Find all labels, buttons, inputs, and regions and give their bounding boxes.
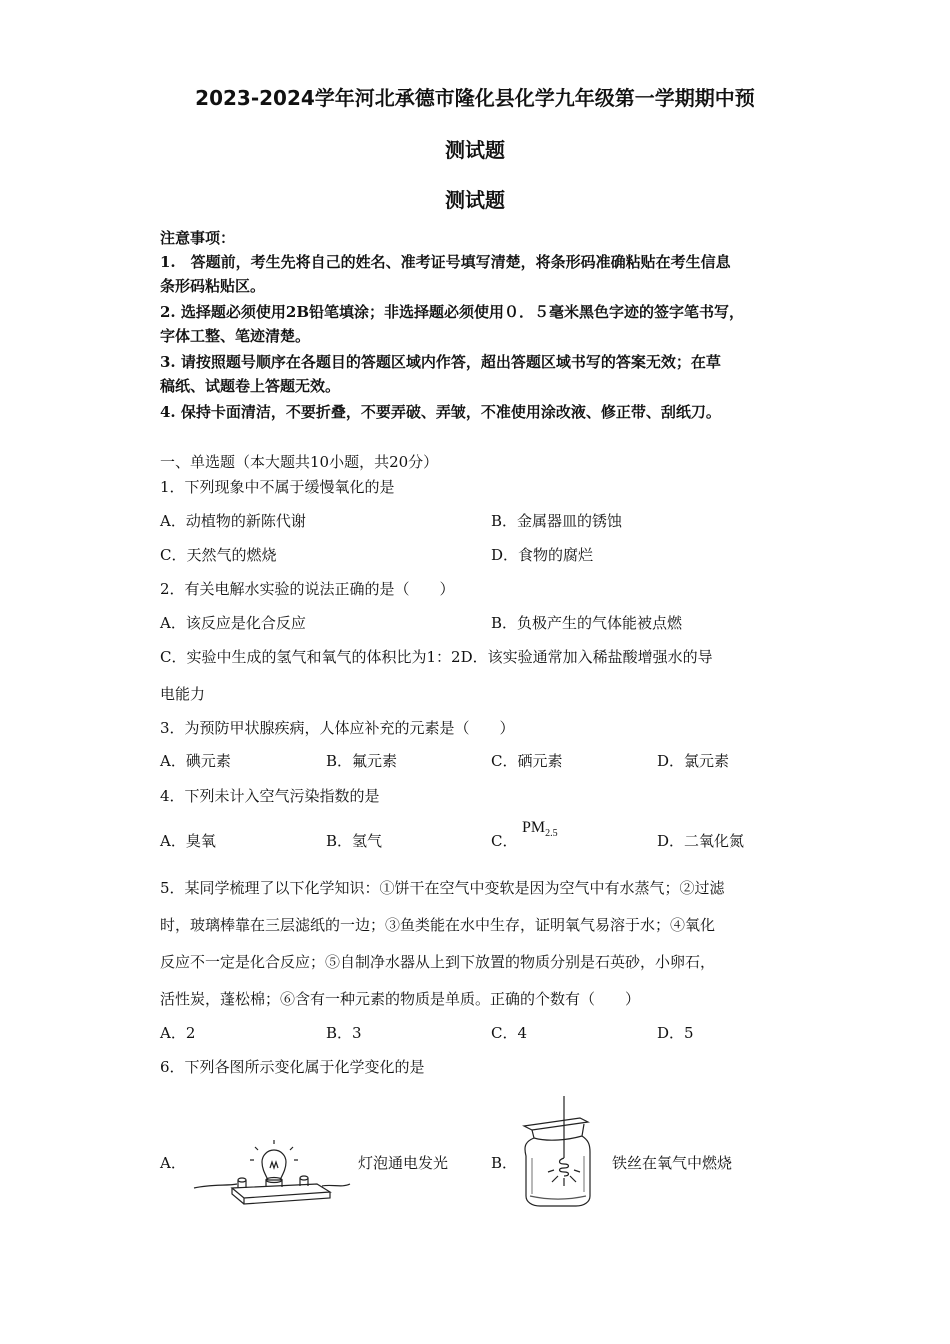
q1-option-b: B．金属器皿的锈蚀 <box>491 512 623 530</box>
q5-line-4: 活性炭，蓬松棉；⑥含有一种元素的物质是单质。正确的个数有（ ） <box>160 990 641 1008</box>
q1-option-c: C．天然气的燃烧 <box>160 546 277 564</box>
q3-option-a: A．碘元素 <box>160 752 231 770</box>
pm-text: PM <box>522 819 546 836</box>
lightbulb-circuit-icon <box>192 1140 352 1210</box>
q5-option-b: B．3 <box>326 1024 362 1042</box>
q3-stem: 3．为预防甲状腺疾病，人体应补充的元素是（ ） <box>160 719 515 737</box>
q4-option-c: C． <box>491 832 518 850</box>
q4-option-b: B．氢气 <box>326 832 383 850</box>
q3-option-c: C．硒元素 <box>491 752 563 770</box>
notice-2b: 字体工整、笔迹清楚。 <box>160 327 311 345</box>
title-line-3: 测试题 <box>445 188 505 212</box>
q6-option-b: B． <box>491 1154 518 1172</box>
notice-heading: 注意事项： <box>160 229 236 247</box>
q3-option-d: D．氯元素 <box>657 752 730 770</box>
notice-1b: 条形码粘贴区。 <box>160 277 266 295</box>
q6-option-a-caption: 灯泡通电发光 <box>358 1154 449 1172</box>
notice-4: 4. 保持卡面清洁，不要折叠，不要弄破、弄皱，不准使用涂改液、修正带、刮纸刀。 <box>160 403 721 421</box>
q4-pm25-formula <box>522 818 558 844</box>
q1-option-d: D．食物的腐烂 <box>491 546 594 564</box>
notice-3a: 3. 请按照题号顺序在各题目的答题区域内作答，超出答题区域书写的答案无效；在草 <box>160 353 721 371</box>
q2-stem: 2．有关电解水实验的说法正确的是（ ） <box>160 580 455 598</box>
title-line-2: 测试题 <box>445 138 505 162</box>
q4-option-d: D．二氧化氮 <box>657 832 745 850</box>
title-line-1: 2023-2024学年河北承德市隆化县化学九年级第一学期期中预 <box>195 86 755 110</box>
q1-stem: 1．下列现象中不属于缓慢氧化的是 <box>160 478 395 496</box>
section-heading: 一、单选题（本大题共10小题，共20分） <box>160 453 439 471</box>
q2-option-cd: C．实验中生成的氢气和氧气的体积比为1：2D．该实验通常加入稀盐酸增强水的导 <box>160 648 713 666</box>
notice-2a: 2. 选择题必须使用2B铅笔填涂；非选择题必须使用０．５毫米黑色字迹的签字笔书写， <box>160 303 745 321</box>
q2-option-a: A．该反应是化合反应 <box>160 614 306 632</box>
q5-option-d: D．5 <box>657 1024 694 1042</box>
q3-option-b: B．氟元素 <box>326 752 398 770</box>
q2-option-cd-continued: 电能力 <box>160 685 206 703</box>
q5-line-1: 5．某同学梳理了以下化学知识：①饼干在空气中变软是因为空气中有水蒸气；②过滤 <box>160 879 725 897</box>
q5-line-2: 时，玻璃棒靠在三层滤纸的一边；③鱼类能在水中生存，证明氧气易溶于水；④氧化 <box>160 916 716 934</box>
q2-option-b: B．负极产生的气体能被点燃 <box>491 614 683 632</box>
notice-3b: 稿纸、试题卷上答题无效。 <box>160 377 341 395</box>
q1-option-a: A．动植物的新陈代谢 <box>160 512 306 530</box>
pm-subscript: 2.5 <box>545 828 558 839</box>
q5-option-a: A．2 <box>160 1024 196 1042</box>
q6-option-a: A． <box>160 1154 186 1172</box>
q5-line-3: 反应不一定是化合反应；⑤自制净水器从上到下放置的物质分别是石英砂，小卵石， <box>160 953 716 971</box>
q6-option-b-caption: 铁丝在氧气中燃烧 <box>612 1154 733 1172</box>
q4-stem: 4．下列未计入空气污染指数的是 <box>160 787 380 805</box>
iron-wire-oxygen-jar-icon <box>518 1096 598 1211</box>
notice-1a: 1. 答题前，考生先将自己的姓名、准考证号填写清楚，将条形码准确粘贴在考生信息 <box>160 253 731 271</box>
q4-option-a: A．臭氧 <box>160 832 216 850</box>
q6-stem: 6．下列各图所示变化属于化学变化的是 <box>160 1058 425 1076</box>
q5-option-c: C．4 <box>491 1024 528 1042</box>
